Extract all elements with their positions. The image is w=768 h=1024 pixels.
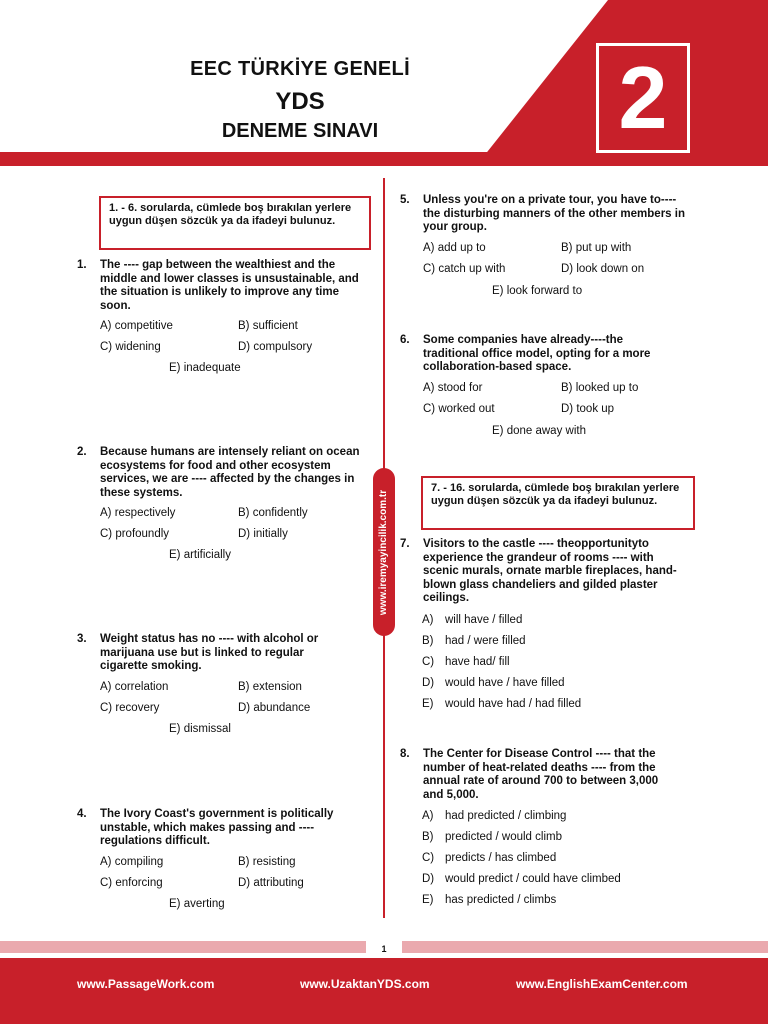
option-d[interactable]: D) initially bbox=[238, 528, 288, 540]
option-text: predicts / has climbed bbox=[445, 852, 557, 864]
question-text: The Ivory Coast's government is politically unstable, which makes passing and ---- regulations difficult. bbox=[100, 808, 334, 847]
option-a[interactable]: A) correlation bbox=[100, 681, 169, 693]
question-number: 4. bbox=[77, 808, 87, 820]
question-text: The ---- gap between the wealthiest and the middle and lower classes is unsustainable, and the situation is unlikely to improve any time soon. bbox=[100, 259, 359, 312]
option-b[interactable]: B) looked up to bbox=[561, 382, 639, 394]
instruction-box-1: 1. - 6. sorularda, cümlede boş bırakılan yerlere uygun düşen sözcük ya da ifadeyi bulunuz. bbox=[99, 196, 371, 250]
footer-link-passagework[interactable]: www.PassageWork.com bbox=[77, 977, 215, 991]
option-b[interactable]: B) put up with bbox=[561, 242, 632, 254]
header-red-band bbox=[0, 152, 768, 166]
option-d[interactable]: D) compulsory bbox=[238, 341, 313, 353]
option-d[interactable]: D) took up bbox=[561, 403, 615, 415]
question-7 bbox=[400, 538, 700, 718]
option-letter: C) bbox=[422, 656, 435, 668]
question-1 bbox=[77, 259, 367, 379]
option-letter: D) bbox=[422, 677, 435, 689]
instruction-box-2: 7. - 16. sorularda, cümlede boş bırakılan yerlere uygun düşen sözcük ya da ifadeyi bulunuz. bbox=[421, 476, 695, 530]
question-8 bbox=[400, 748, 700, 918]
option-letter: C) bbox=[422, 852, 435, 864]
option-c[interactable]: C) widening bbox=[100, 341, 161, 353]
option-c[interactable]: C) worked out bbox=[423, 403, 495, 415]
option-d[interactable]: D) attributing bbox=[238, 877, 304, 889]
question-text: Because humans are intensely reliant on ocean ecosystems for food and other ecosystem services, we are ---- affected by the changes in these systems. bbox=[100, 446, 360, 499]
question-number: 1. bbox=[77, 259, 87, 271]
option-text: had predicted / climbing bbox=[445, 810, 567, 822]
question-text: Unless you're on a private tour, you have to---- the disturbing manners of the other members in your group. bbox=[423, 194, 685, 233]
question-2 bbox=[77, 446, 367, 566]
question-number: 7. bbox=[400, 538, 410, 550]
question-text: The Center for Disease Control ---- that the number of heat-related deaths ---- from the annual rate of around 700 to between 3,000 and 5,000. bbox=[423, 748, 659, 801]
option-text: will have / filled bbox=[445, 614, 523, 626]
footer-red-band bbox=[0, 958, 768, 1024]
option-d[interactable]: D) abundance bbox=[238, 702, 311, 714]
option-c[interactable]: C) profoundly bbox=[100, 528, 170, 540]
option-c[interactable]: C) catch up with bbox=[423, 263, 506, 275]
footer-link-uzaktanyds[interactable]: www.UzaktanYDS.com bbox=[300, 977, 430, 991]
option-a[interactable]: A) competitive bbox=[100, 320, 173, 332]
option-e[interactable]: E) look forward to bbox=[492, 285, 583, 297]
option-text: would predict / could have climbed bbox=[445, 873, 621, 885]
option-letter: A) bbox=[422, 810, 434, 822]
side-url-text: www.iremyayincilik.com.tr bbox=[378, 489, 390, 615]
page-number: 1 bbox=[381, 944, 387, 954]
option-letter: A) bbox=[422, 614, 434, 626]
question-3 bbox=[77, 633, 367, 743]
side-url-wrapper bbox=[373, 468, 395, 636]
header-title-line2: YDS bbox=[275, 88, 325, 115]
option-e[interactable]: E) averting bbox=[169, 898, 225, 910]
option-letter: D) bbox=[422, 873, 435, 885]
option-a[interactable]: A) add up to bbox=[423, 242, 486, 254]
question-number: 6. bbox=[400, 334, 410, 346]
footer-link-englishexamcenter[interactable]: www.EnglishExamCenter.com bbox=[516, 977, 688, 991]
question-6 bbox=[400, 334, 700, 444]
option-d[interactable]: D) look down on bbox=[561, 263, 645, 275]
option-text: would have / have filled bbox=[445, 677, 565, 689]
option-c[interactable]: C) enforcing bbox=[100, 877, 163, 889]
option-a[interactable]: A) compiling bbox=[100, 856, 164, 868]
question-number: 3. bbox=[77, 633, 87, 645]
header-title-line1: EEC TÜRKİYE GENELİ bbox=[190, 58, 410, 80]
option-b[interactable]: B) sufficient bbox=[238, 320, 298, 332]
question-number: 5. bbox=[400, 194, 410, 206]
option-a[interactable]: A) stood for bbox=[423, 382, 483, 394]
option-text: predicted / would climb bbox=[445, 831, 562, 843]
question-4 bbox=[77, 808, 367, 918]
option-text: would have had / had filled bbox=[445, 698, 582, 710]
question-5 bbox=[400, 194, 700, 304]
question-number: 2. bbox=[77, 446, 87, 458]
question-text: Weight status has no ---- with alcohol or marijuana use but is linked to regular cigarette smoking. bbox=[100, 633, 319, 672]
option-letter: B) bbox=[422, 831, 434, 843]
option-b[interactable]: B) confidently bbox=[238, 507, 308, 519]
option-e[interactable]: E) artificially bbox=[169, 549, 231, 561]
option-text: have had/ fill bbox=[445, 656, 510, 668]
option-e[interactable]: E) done away with bbox=[492, 425, 586, 437]
question-text: Visitors to the castle ---- theopportunityto experience the grandeur of rooms ---- with scenic murals, ornate marble fireplaces, hand-blown glass chandeliers and gilded plaster ceilings. bbox=[423, 538, 677, 604]
question-number: 8. bbox=[400, 748, 410, 760]
option-letter: E) bbox=[422, 894, 434, 906]
option-text: has predicted / climbs bbox=[445, 894, 557, 906]
exam-number-box: 2 bbox=[596, 43, 690, 153]
question-text: Some companies have already----the traditional office model, opting for a more collaboration-based space. bbox=[423, 334, 651, 373]
option-e[interactable]: E) inadequate bbox=[169, 362, 241, 374]
option-c[interactable]: C) recovery bbox=[100, 702, 160, 714]
option-b[interactable]: B) resisting bbox=[238, 856, 296, 868]
option-letter: B) bbox=[422, 635, 434, 647]
option-b[interactable]: B) extension bbox=[238, 681, 302, 693]
option-letter: E) bbox=[422, 698, 434, 710]
option-e[interactable]: E) dismissal bbox=[169, 723, 231, 735]
option-a[interactable]: A) respectively bbox=[100, 507, 176, 519]
option-text: had / were filled bbox=[445, 635, 526, 647]
header-title-line3: DENEME SINAVI bbox=[221, 120, 379, 142]
